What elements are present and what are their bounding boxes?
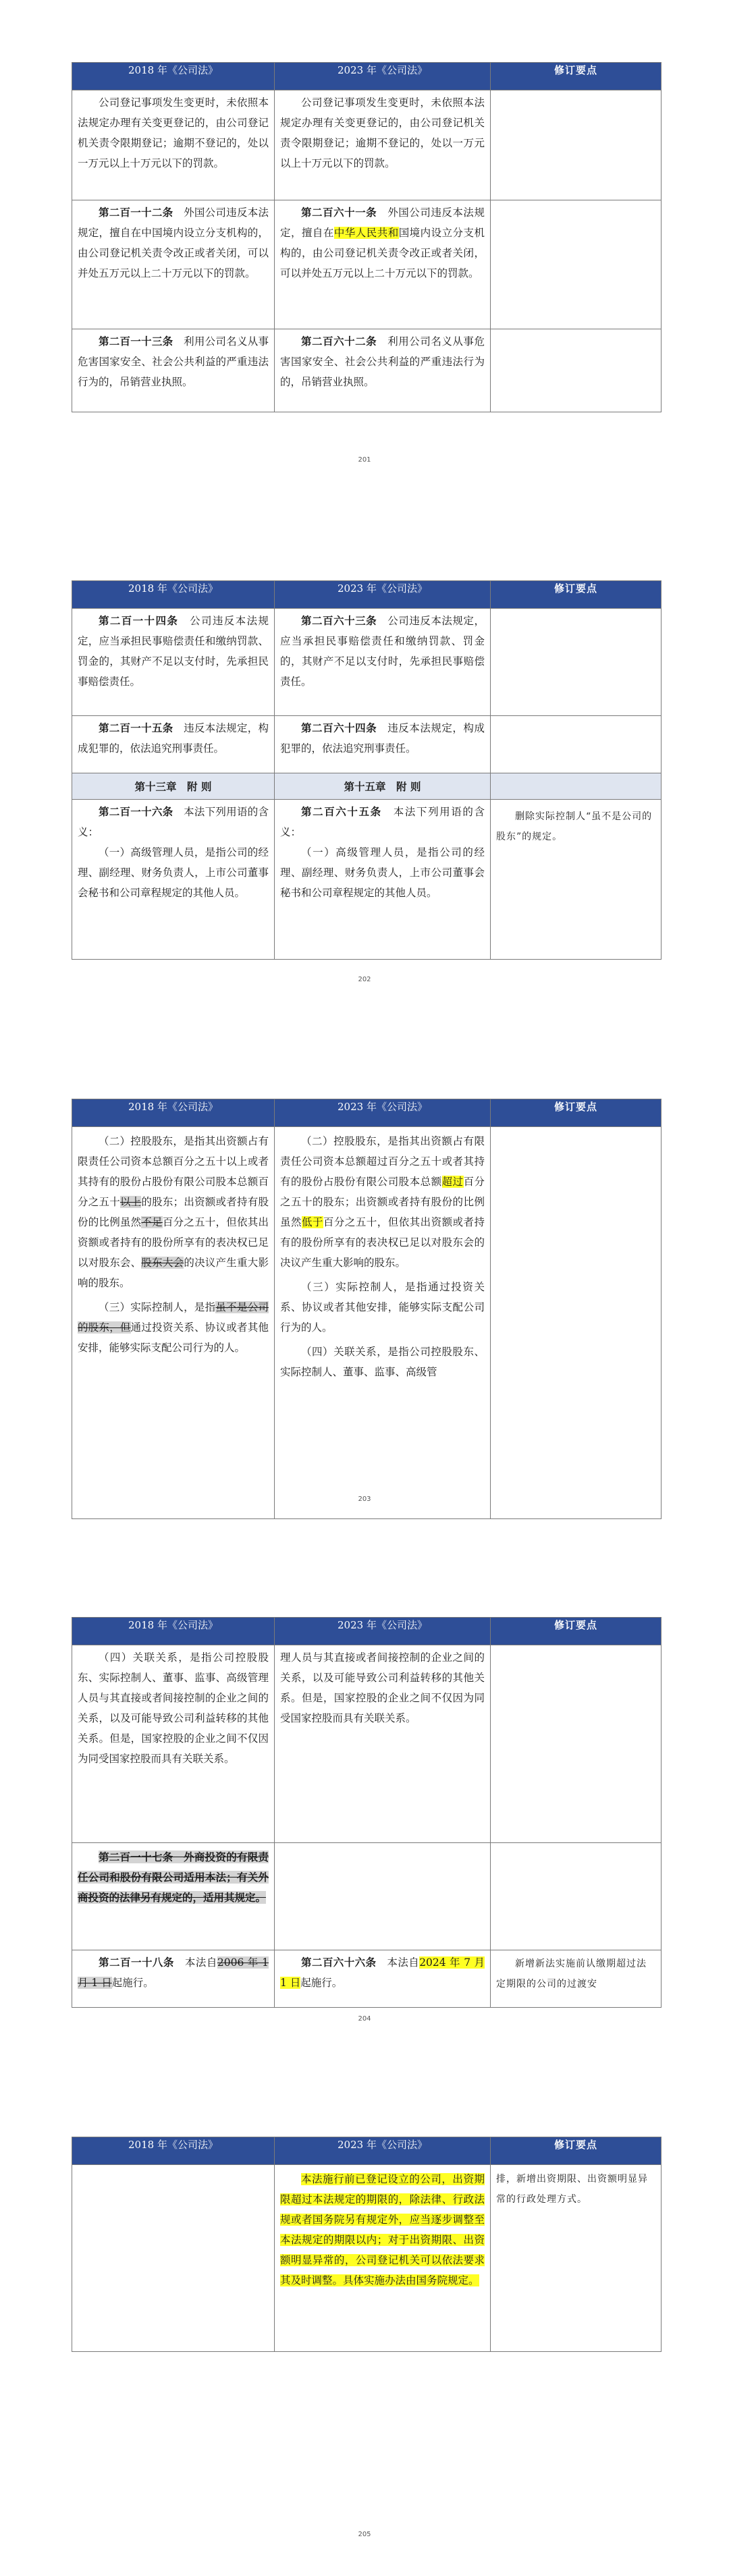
new-text: 公司登记事项发生变更时，未依照本法规定办理有关变更登记的，由公司登记机关责令限期登记；逾期不登记的，处以一万元以上十万元以下的罚款。 — [280, 97, 485, 169]
new-text: （一）高级管理人员，是指公司的经理、副经理、财务负责人，上市公司董事会秘书和公司章程规定的其他人员。 — [280, 846, 485, 899]
comparison-table — [72, 1099, 662, 1519]
highlight-change: 2024 年 7 月 1 日 — [280, 1956, 485, 1989]
new-text — [275, 1950, 490, 1995]
chapter-heading-old: 第十三章 附 则 — [72, 773, 275, 800]
deleted-text: 2006 年 1 月 1 日 — [78, 1956, 269, 1989]
old-empty-cell — [72, 2165, 275, 2352]
new-text — [275, 716, 490, 761]
old-article-number: 第二百一十六条 — [99, 805, 173, 818]
header-2023: 2023 年《公司法》 — [275, 1099, 491, 1127]
old-article-text: 起施行。 — [111, 1977, 154, 1989]
table-row — [72, 1950, 662, 2008]
new-article-text: 百分之五十的股东；出资额或者持有股份的比例虽然 — [280, 1176, 485, 1228]
new-empty-cell — [275, 1843, 491, 1950]
page-number: 204 — [358, 2015, 371, 2023]
new-article-text: 本法下列用语的含义： — [280, 806, 485, 838]
old-article-text: 公司违反本法规定，应当承担民事赔偿责任和缴纳罚款、罚金的，其财产不足以支付时，先承担民事赔偿责任。 — [78, 615, 269, 688]
revision-note: 删除实际控制人“虽不是公司的股东”的规定。 — [496, 811, 653, 842]
header-2018: 2018 年《公司法》 — [72, 2137, 275, 2165]
comparison-table — [72, 62, 662, 412]
new-article-text: 起施行。 — [300, 1977, 343, 1989]
new-text: （四）关联关系，是指公司控股股东、实际控制人、董事、监事、高级管 — [280, 1346, 485, 1378]
old-text — [72, 1295, 274, 1360]
old-deleted-article — [72, 1843, 274, 1910]
old-article-text: 通过投资关系、协议或者其他安排，能够实际支配公司行为的人。 — [78, 1321, 269, 1354]
note-cell — [491, 716, 662, 773]
table-row — [72, 2165, 662, 2352]
old-article-number: 第二百一十八条 — [99, 1956, 174, 1969]
old-article-text: 违反本法规定，构成犯罪的，依法追究刑事责任。 — [78, 722, 269, 755]
new-article-number: 第二百六十三条 — [301, 614, 377, 627]
old-text: （四）关联关系，是指公司控股股东、实际控制人、董事、监事、高级管理人员与其直接或者间接控制的企业之间的关系，以及可能导致公司利益转移的其他关系。但是，国家控股的企业之间不仅因为同受国家控股而具有关联关系。 — [78, 1651, 269, 1765]
new-article-number: 第二百六十五条 — [301, 805, 382, 818]
comparison-table — [72, 2137, 662, 2352]
old-text — [72, 716, 274, 761]
old-text — [72, 609, 274, 694]
old-text — [72, 1127, 274, 1295]
chapter-row — [72, 773, 662, 800]
old-article-text: （三）实际控制人，是指 — [99, 1301, 216, 1313]
table-row — [72, 609, 662, 716]
deleted-text: 股东大会 — [141, 1257, 184, 1269]
new-article-text: （二）控股股东，是指其出资额占有限责任公司资本总额超过百分之五十或者其持有的股份占股份有限公司股本总额 — [280, 1135, 485, 1188]
old-article-text: 百分之五十，但依其出资额或者持有的股份所享有的表决权已足以对股东会、 — [78, 1216, 269, 1269]
header-2018: 2018 年《公司法》 — [72, 1099, 275, 1127]
new-text — [275, 2165, 490, 2293]
old-text: 公司登记事项发生变更时，未依照本法规定办理有关变更登记的，由公司登记机关责令限期登记；逾期不登记的，处以一万元以上十万元以下的罚款。 — [78, 97, 269, 169]
new-text — [275, 609, 490, 694]
new-article-text: 国境内设立分支机构的，由公司登记机关责令改正或者关闭，可以并处五万元以上二十万元以下的罚款。 — [280, 227, 485, 279]
note-cell — [491, 329, 662, 412]
new-article-text: 违反本法规定，构成犯罪的，依法追究刑事责任。 — [280, 722, 485, 755]
old-text — [72, 1950, 274, 1995]
deleted-text: 第二百一十七条 外商投资的有限责任公司和股份有限公司适用本法；有关外商投资的法律另有规定的，适用其规定。 — [78, 1851, 269, 1904]
old-article-number: 第二百一十五条 — [99, 721, 173, 734]
old-text — [72, 329, 274, 394]
new-text — [275, 329, 490, 394]
old-article-text: 的决议产生重大影响的股东。 — [78, 1257, 269, 1289]
chapter-heading-new: 第十五章 附 则 — [275, 773, 491, 800]
table-row — [72, 1127, 662, 1519]
new-article-text: 利用公司名义从事危害国家安全、社会公共利益的严重违法行为的，吊销营业执照。 — [280, 335, 485, 388]
new-article-number: 第二百六十四条 — [301, 721, 377, 734]
new-article-text: 外国公司违反本法规定，擅自在 — [280, 207, 485, 239]
table-row — [72, 800, 662, 960]
comparison-table — [72, 580, 662, 960]
old-article-text: 的股东；出资额或者持有股份的比例虽然 — [78, 1196, 269, 1228]
page-number: 202 — [358, 976, 371, 983]
highlight-change: 本法施行前已登记设立的公司，出资期限超过本法规定的期限的，除法律、行政法规或者国务院另有规定外，应当逐步调整至本法规定的期限以内；对于出资期限、出资额明显异常的，公司登记机关可以依法要求其及时调整。具体实施办法由国务院规定。 — [280, 2173, 485, 2286]
highlight-change: 低于 — [301, 1216, 323, 1228]
new-article-number: 第二百六十六条 — [301, 1956, 377, 1969]
new-article-text: 本法自 — [387, 1956, 420, 1969]
old-text: （一）高级管理人员，是指公司的经理、副经理、财务负责人，上市公司董事会秘书和公司章程规定的其他人员。 — [78, 846, 269, 899]
header-2018: 2018 年《公司法》 — [72, 1618, 275, 1645]
note-cell — [491, 90, 662, 200]
table-row — [72, 1645, 662, 1843]
revision-note: 新增新法实施前认缴期超过法定期限的公司的过渡安 — [496, 1958, 647, 1990]
page-number: 201 — [358, 456, 371, 464]
deleted-text: 以上 — [119, 1196, 142, 1208]
old-article-text: 利用公司名义从事危害国家安全、社会公共利益的严重违法行为的，吊销营业执照。 — [78, 335, 269, 388]
note-cell — [491, 1645, 662, 1843]
table-row — [72, 716, 662, 773]
header-2023: 2023 年《公司法》 — [275, 581, 491, 609]
highlight-change: 中华人民共和 — [333, 227, 399, 239]
new-article-text: 公司违反本法规定，应当承担民事赔偿责任和缴纳罚款、罚金的，其财产不足以支付时，先承担民事赔偿责任。 — [280, 615, 485, 688]
deleted-text: 不足 — [141, 1216, 163, 1228]
header-revision-notes: 修订要点 — [491, 63, 662, 90]
highlight-change: 超过 — [441, 1176, 464, 1188]
new-text — [275, 1127, 490, 1275]
page-number: 205 — [358, 2531, 371, 2538]
old-text — [72, 200, 274, 285]
new-text — [275, 800, 490, 842]
table-row — [72, 329, 662, 412]
header-2018: 2018 年《公司法》 — [72, 581, 275, 609]
old-article-text: 本法自 — [184, 1956, 217, 1969]
page-number: 203 — [358, 1496, 371, 1503]
new-text: 理人员与其直接或者间接控制的企业之间的关系，以及可能导致公司利益转移的其他关系。但是，国家控股的企业之间不仅因为同受国家控股而具有关联关系。 — [280, 1651, 485, 1724]
new-article-text: 百分之五十，但依其出资额或者持有的股份所享有的表决权已足以对股东会的决议产生重大影响的股东。 — [280, 1216, 485, 1269]
header-revision-notes: 修订要点 — [491, 2137, 662, 2165]
table-row — [72, 1843, 662, 1950]
new-text — [275, 200, 490, 285]
header-2023: 2023 年《公司法》 — [275, 63, 491, 90]
header-revision-notes: 修订要点 — [491, 1099, 662, 1127]
header-revision-notes: 修订要点 — [491, 1618, 662, 1645]
note-cell — [491, 200, 662, 329]
header-2023: 2023 年《公司法》 — [275, 2137, 491, 2165]
comparison-table — [72, 1617, 662, 2008]
header-2023: 2023 年《公司法》 — [275, 1618, 491, 1645]
old-article-text: 本法下列用语的含义： — [78, 806, 269, 838]
revision-note: 排，新增出资期限、出资额明显异常的行政处理方式。 — [496, 2174, 648, 2205]
note-cell — [491, 1843, 662, 1950]
old-article-number: 第二百一十二条 — [99, 206, 173, 219]
old-article-text: 外国公司违反本法规定，擅自在中国境内设立分支机构的，由公司登记机关责令改正或者关闭，可以并处五万元以上二十万元以下的罚款。 — [78, 207, 269, 279]
new-article-number: 第二百六十一条 — [301, 206, 377, 219]
old-article-number: 第二百一十四条 — [99, 614, 179, 627]
old-article-text: （二）控股股东，是指其出资额占有限责任公司资本总额百分之五十以上或者其持有的股份占股份有限公司股本总额百分之五十 — [78, 1135, 269, 1208]
header-2018: 2018 年《公司法》 — [72, 63, 275, 90]
table-row — [72, 90, 662, 200]
old-text — [72, 800, 274, 842]
note-cell — [491, 609, 662, 716]
header-revision-notes: 修订要点 — [491, 581, 662, 609]
deleted-text: 虽不是公司的股东，但 — [78, 1301, 269, 1334]
note-cell — [491, 1127, 662, 1519]
new-article-number: 第二百六十二条 — [301, 335, 377, 348]
note-cell — [491, 773, 662, 800]
new-text: （三）实际控制人，是指通过投资关系、协议或者其他安排，能够实际支配公司行为的人。 — [280, 1281, 485, 1334]
old-article-number: 第二百一十三条 — [99, 335, 173, 348]
table-row — [72, 200, 662, 329]
